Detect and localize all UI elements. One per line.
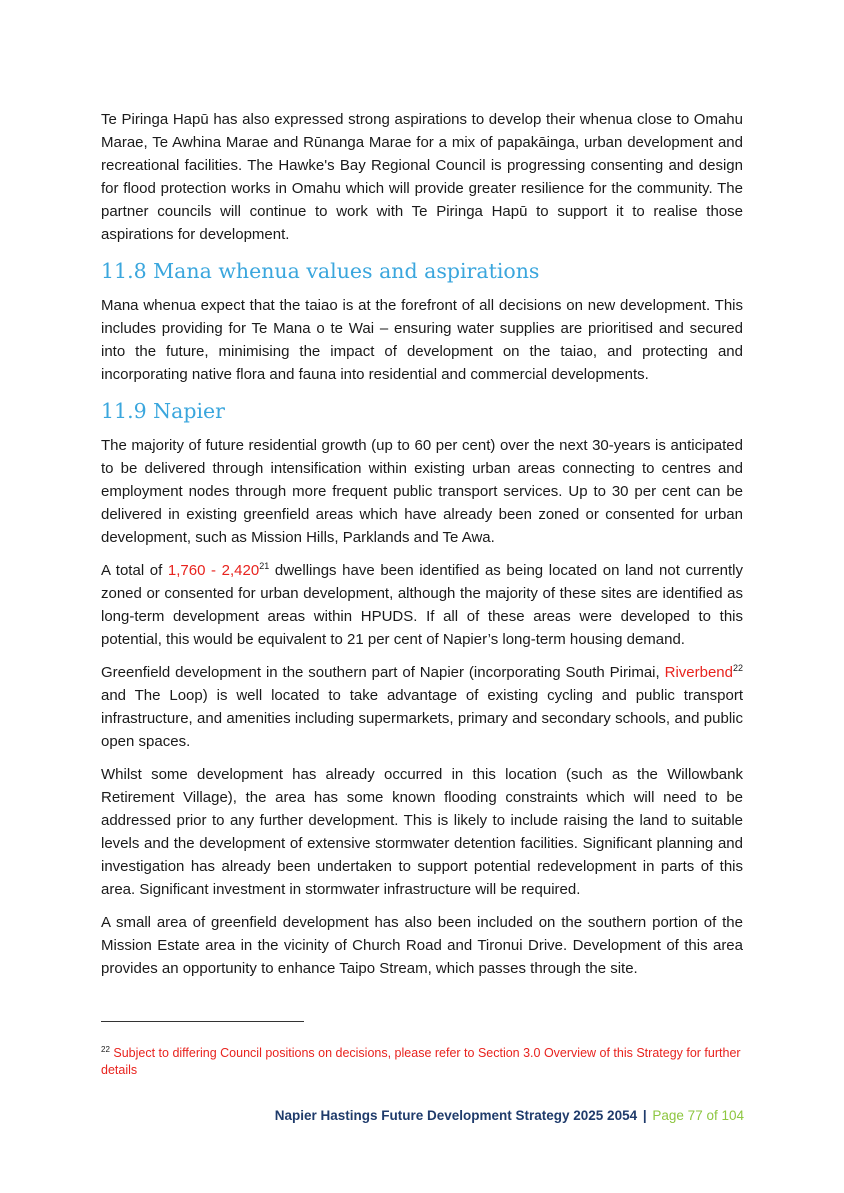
footer-page-number: Page 77 of 104 xyxy=(652,1108,744,1123)
dwellings-range: 1,760 - 2,420 xyxy=(167,562,260,579)
section-heading-11-8: 11.8 Mana whenua values and aspirations xyxy=(101,259,540,283)
footnote-ref-22[interactable]: 22 xyxy=(732,663,743,673)
riverbend-text: Riverbend xyxy=(664,664,733,681)
napier-paragraph-4: Whilst some development has already occurred in this location (such as the Willowbank Retirement Village), the area has some known flooding constraints which will need to be addressed prior to any further development. This is likely to include raising the land to suitable levels and the development of extensive stormwater detention facilities. Significant planning and investigation has already been undertaken to support potential redevelopment in parts of this area. Significant investment in stormwater infrastructure will be required. xyxy=(101,766,743,898)
footnote-text: Subject to differing Council positions on decisions, please refer to Section 3.0 Overview of this Strategy for further details xyxy=(101,1046,741,1077)
footer-separator: | xyxy=(642,1108,647,1123)
p2-post: dwellings have been identified as being located on land not currently zoned or consented for urban development, although the majority of these sites are identified as long-term development areas within HPUDS. If all of these areas were developed to this potential, this would be equivalent to 21 per cent of Napier’s long-term housing demand. xyxy=(101,562,744,648)
section-heading-11-9: 11.9 Napier xyxy=(101,399,225,423)
document-body xyxy=(101,108,743,990)
p3-post: and The Loop) is well located to take advantage of existing cycling and public transport infrastructure, and amenities including supermarkets, primary and secondary schools, and public open spaces. xyxy=(101,687,743,750)
p2-pre: A total of xyxy=(101,562,168,579)
napier-paragraph-1: The majority of future residential growth (up to 60 per cent) over the next 30-years is anticipated to be delivered through intensification within existing urban areas connecting to centres and employment nodes through more frequent public transport services. Up to 30 per cent can be delivered in existing greenfield areas which have already been zoned or consented for urban development, such as Mission Hills, Parklands and Te Awa. xyxy=(101,437,743,546)
napier-paragraph-3 xyxy=(101,661,743,753)
mana-whenua-paragraph: Mana whenua expect that the taiao is at the forefront of all decisions on new development. This includes providing for Te Mana o te Wai – ensuring water supplies are prioritised and secured into the future, minimising the impact of development on the taiao, and protecting and incorporating native flora and fauna into residential and commercial developments. xyxy=(101,297,743,383)
footnote-divider xyxy=(101,1021,304,1022)
intro-paragraph: Te Piringa Hapū has also expressed strong aspirations to develop their whenua close to Omahu Marae, Te Awhina Marae and Rūnanga Marae for a mix of papakāinga, urban development and recreational facilities. The Hawke's Bay Regional Council is progressing consenting and design for flood protection works in Omahu which will provide greater resilience for the community. The partner councils will continue to work with Te Piringa Hapū to support it to realise those aspirations for development. xyxy=(101,111,743,243)
footnote-22 xyxy=(101,1045,743,1079)
napier-paragraph-2 xyxy=(101,559,743,651)
footer-doc-title: Napier Hastings Future Development Strategy 2025 2054 xyxy=(274,1108,638,1123)
napier-paragraph-5: A small area of greenfield development has also been included on the southern portion of the Mission Estate area in the vicinity of Church Road and Tironui Drive. Development of this area provides an opportunity to enhance Taipo Stream, which passes through the site. xyxy=(101,914,743,977)
page-footer xyxy=(275,1108,744,1123)
footnote-number: 22 xyxy=(101,1044,110,1054)
footnote-ref-21[interactable]: 21 xyxy=(259,561,270,571)
p3-pre: Greenfield development in the southern part of Napier (incorporating South Pirimai, xyxy=(101,664,665,681)
